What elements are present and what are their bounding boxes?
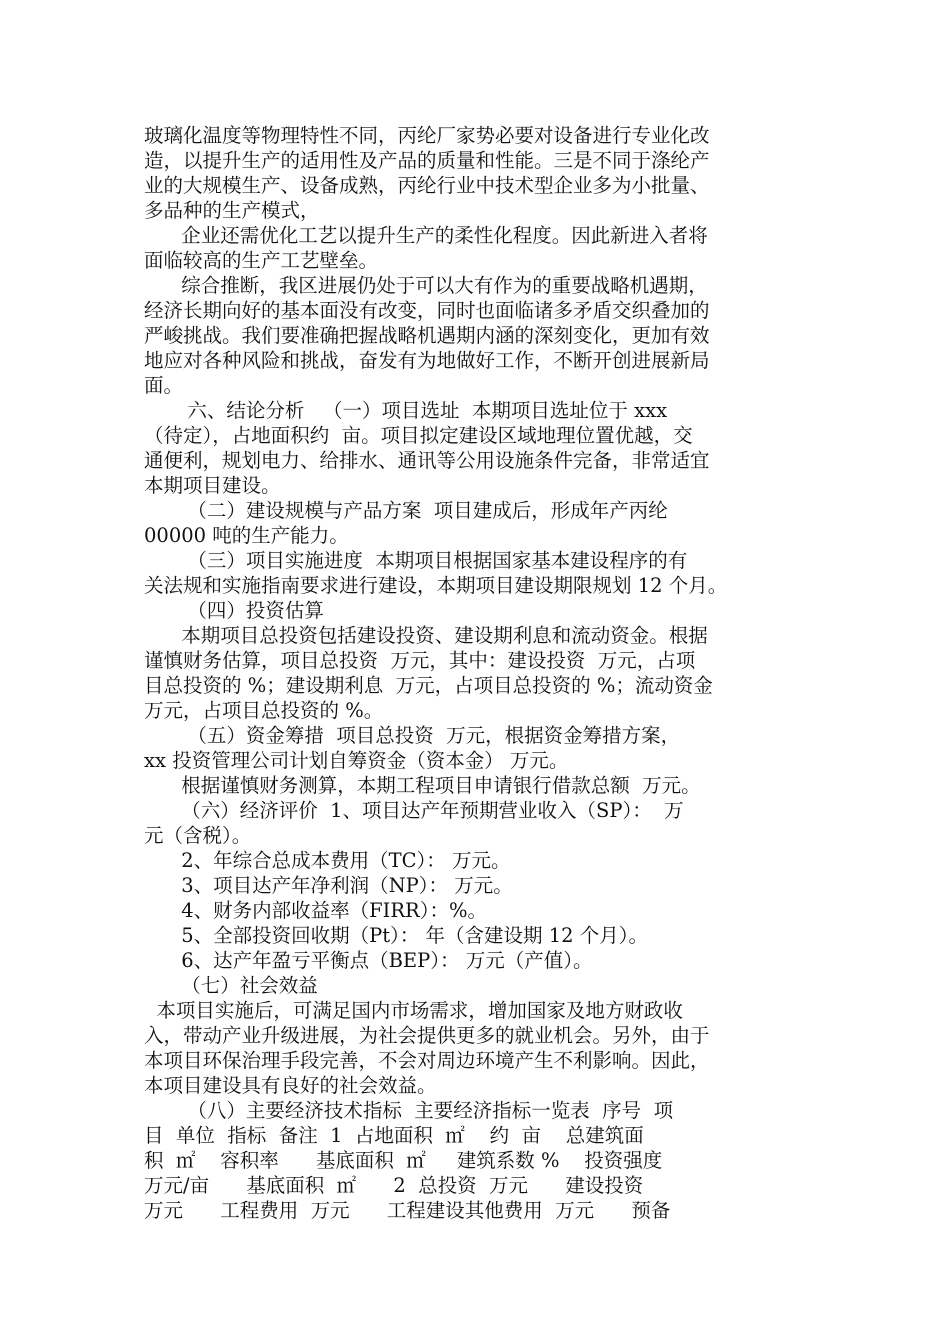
list-item: 5、全部投资回收期（Pt）： 年（含建设期 12 个月）。	[144, 924, 648, 947]
body-text-line: 本项目建设具有良好的社会效益。	[144, 1074, 437, 1097]
body-text-line: 入，带动产业升级进展，为社会提供更多的就业机会。另外，由于	[144, 1024, 710, 1047]
body-text-line: 积 ㎡ 容积率 基底面积 ㎡ 建筑系数 % 投资强度	[144, 1149, 663, 1172]
body-text-line: 目总投资的 %；建设期利息 万元，占项目总投资的 %；流动资金	[144, 674, 713, 697]
body-text-line: 00000 吨的生产能力。	[144, 524, 349, 547]
body-text-line: 业的大规模生产、设备成熟，丙纶行业中技术型企业多为小批量、	[144, 174, 710, 197]
list-item: 3、项目达产年净利润（NP）： 万元。	[144, 874, 513, 897]
body-text-line: 多品种的生产模式，	[144, 199, 320, 222]
body-text-line: 本项目环保治理手段完善，不会对周边环境产生不利影响。因此，	[144, 1049, 710, 1072]
list-item: 6、达产年盈亏平衡点（BEP）： 万元（产值）。	[144, 949, 593, 972]
body-text-line: 元（含税）。	[144, 824, 252, 847]
body-text-line: 企业还需优化工艺以提升生产的柔性化程度。因此新进入者将	[144, 224, 708, 247]
body-text-line: 万元 工程费用 万元 工程建设其他费用 万元 预备	[144, 1199, 671, 1222]
body-text-line: 地应对各种风险和挑战，奋发有为地做好工作，不断开创进展新局	[144, 349, 710, 372]
subsection-line: （三）项目实施进度 本期项目根据国家基本建设程序的有	[144, 549, 688, 572]
body-text-line: 通便利，规划电力、给排水、通讯等公用设施条件完备，非常适宜	[144, 449, 710, 472]
body-text-line: 面。	[144, 374, 184, 397]
body-text-line: 玻璃化温度等物理特性不同，丙纶厂家势必要对设备进行专业化改	[144, 124, 710, 147]
subsection-line: （七）社会效益	[144, 974, 318, 997]
body-text-line: xx 投资管理公司计划自筹资金（资本金） 万元。	[144, 749, 569, 772]
subsection-line: （四）投资估算	[144, 599, 324, 622]
body-text-line: （待定），占地面积约 亩。项目拟定建设区域地理位置优越，交	[144, 424, 693, 447]
list-item: 2、年综合总成本费用（TC）： 万元。	[144, 849, 511, 872]
body-text-line: 严峻挑战。我们要准确把握战略机遇期内涵的深刻变化，更加有效	[144, 324, 710, 347]
body-text-line: 经济长期向好的基本面没有改变，同时也面临诸多矛盾交织叠加的	[144, 299, 710, 322]
subsection-line: （六）经济评价 1、项目达产年预期营业收入（SP）： 万	[144, 799, 684, 822]
body-text-line: 谨慎财务估算，项目总投资 万元，其中：建设投资 万元，占项	[144, 649, 696, 672]
body-text-line: 关法规和实施指南要求进行建设，本期项目建设期限规划 12 个月。	[144, 574, 728, 597]
subsection-line: （五）资金筹措 项目总投资 万元，根据资金筹措方案，	[144, 724, 681, 747]
section-heading-line: 六、结论分析 （一）项目选址 本期项目选址位于 xxx	[144, 399, 668, 422]
body-text-line: 本期项目建设。	[144, 474, 281, 497]
body-text-line: 本项目实施后，可满足国内市场需求，增加国家及地方财政收	[144, 999, 683, 1022]
subsection-line: （二）建设规模与产品方案 项目建成后，形成年产丙纶	[144, 499, 668, 522]
body-text-line: 目 单位 指标 备注 1 占地面积 ㎡ 约 亩 总建筑面	[144, 1124, 644, 1147]
list-item: 4、财务内部收益率（FIRR）：%。	[144, 899, 487, 922]
body-text-line: 综合推断，我区进展仍处于可以大有作为的重要战略机遇期，	[144, 274, 708, 297]
body-text-line: 造，以提升生产的适用性及产品的质量和性能。三是不同于涤纶产	[144, 149, 710, 172]
body-text-line: 面临较高的生产工艺壁垒。	[144, 249, 379, 272]
body-text-line: 万元/亩 基底面积 ㎡ 2 总投资 万元 建设投资	[144, 1174, 644, 1197]
body-text-line: 本期项目总投资包括建设投资、建设期利息和流动资金。根据	[144, 624, 708, 647]
body-text-line: 根据谨慎财务测算，本期工程项目申请银行借款总额 万元。	[144, 774, 701, 797]
body-text-line: 万元，占项目总投资的 %。	[144, 699, 384, 722]
subsection-line: （八）主要经济技术指标 主要经济指标一览表 序号 项	[144, 1099, 674, 1122]
